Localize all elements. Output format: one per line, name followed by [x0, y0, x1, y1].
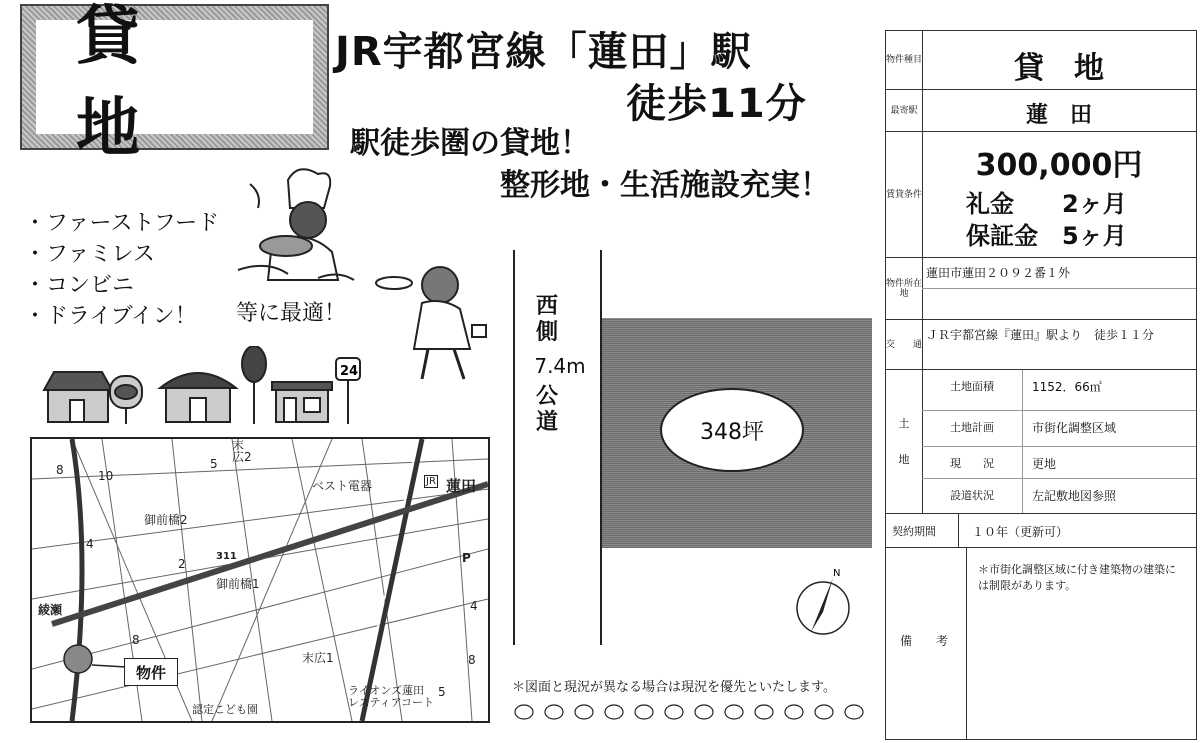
road-side-label: 西 側: [536, 294, 559, 345]
road-edge-left: [513, 250, 515, 645]
map-label: 末 広2: [232, 438, 252, 464]
row-remarks: [886, 547, 1196, 740]
key-money-value: 礼金 2ヶ月: [966, 190, 1127, 218]
rent-value: 300,000円: [975, 148, 1143, 183]
land-row-label: 現 況: [950, 457, 994, 470]
waitress-illustration: [372, 255, 492, 385]
road-width-label: 7.4m: [534, 354, 586, 378]
map-station-label: 蓮田: [446, 477, 477, 495]
suited-item-family-restaurant: ・ファミレス: [24, 242, 155, 267]
deposit-value: 保証金 5ヶ月: [966, 222, 1127, 250]
land-row: [922, 446, 1196, 477]
remarks-header: 備 考: [900, 634, 949, 648]
location-blank-line: [922, 288, 1196, 289]
map-label: 末広1: [302, 651, 334, 665]
suited-tail: 等に最適！: [236, 301, 347, 326]
row-rent-terms: [886, 131, 1196, 258]
fork-knife-sign-icon: [242, 346, 266, 424]
land-row-label: 土地面積: [950, 380, 994, 393]
map-label: 4: [86, 537, 94, 551]
land-area-label: 348坪: [660, 388, 804, 472]
burger-sign-icon: [110, 376, 142, 424]
map-label: 5: [438, 685, 446, 699]
map-label: 2: [178, 557, 186, 571]
suited-item-convenience-store: ・コンビニ: [24, 273, 135, 298]
map-label: ライオンズ蓮田 レスティアコート: [348, 684, 435, 709]
shop-icons: [40, 346, 370, 428]
title-banner: [20, 0, 329, 166]
row-access: [886, 319, 1196, 370]
row-land: [886, 369, 1196, 514]
property-marker: [64, 645, 92, 673]
svg-text:N: N: [833, 568, 841, 579]
headline-catch1: 駅徒歩圏の貸地！: [350, 126, 590, 161]
property-type-value: 貸 地: [1014, 51, 1104, 86]
map-label: 認定こども園: [192, 703, 258, 716]
disclaimer-note: ＊図面と現況が異なる場合は現況を優先といたします。: [512, 680, 836, 695]
restaurant-icon: [160, 373, 236, 422]
map-label: ベスト電器: [312, 479, 373, 493]
row-nearest-station: [886, 89, 1196, 132]
property-label-box: 物件: [124, 658, 178, 686]
term-label: 契約期間: [892, 525, 936, 538]
row-header: 賃貸条件: [886, 132, 923, 258]
map-label: 8: [56, 463, 64, 477]
land-row-value: 市街化調整区域: [1032, 421, 1117, 435]
24h-sign-text: 24: [340, 364, 359, 379]
headline-catch2: 整形地・生活施設充実！: [500, 168, 830, 203]
parking-label: P: [462, 551, 471, 565]
land-row-value: 1152．66㎡: [1032, 380, 1102, 394]
headline-station: JR宇都宮線「蓮田」駅: [335, 29, 752, 75]
land-row: [922, 410, 1196, 441]
land-row: [922, 378, 1196, 408]
shop-icon: [44, 372, 112, 422]
map-label: 8: [132, 633, 140, 647]
chef-illustration: [228, 160, 358, 290]
nearest-station-value: 蓮 田: [1025, 103, 1092, 128]
map-label: 10: [98, 469, 114, 483]
decorative-birds: [510, 694, 870, 724]
row-property-type: [886, 31, 1196, 89]
map-label: 御前橋2: [144, 513, 188, 527]
row-header: 最寄駅: [886, 90, 923, 132]
map-label: 綾瀬: [38, 603, 63, 617]
access-value: ＪＲ宇都宮線『蓮田』駅より 徒歩１１分: [926, 328, 1155, 342]
public-road-label: 公 道: [536, 384, 559, 435]
property-info-sheet: [885, 30, 1197, 740]
land-row-label: 土地計画: [950, 421, 994, 434]
map-label: 4: [470, 599, 478, 613]
convenience-store-icon: [272, 382, 332, 422]
row-header: 交 通: [886, 320, 923, 370]
row-header: 物件所在地: [886, 258, 923, 320]
map-label: 8: [468, 653, 476, 667]
station-badge: JR: [426, 476, 436, 487]
location-value: 蓮田市蓮田２０９２番１外: [926, 266, 1071, 280]
land-row: [922, 478, 1196, 509]
suited-item-fastfood: ・ファーストフード: [24, 211, 220, 236]
location-map: [30, 437, 490, 723]
row-location: [886, 257, 1196, 320]
row-header: 物件種目: [886, 31, 923, 89]
map-label: 5: [210, 457, 218, 471]
headline-walk: 徒歩11分: [626, 81, 807, 127]
route-label: 311: [216, 551, 237, 562]
land-row-value: 左記敷地図参照: [1032, 489, 1117, 503]
north-arrow-icon: [793, 566, 853, 638]
suited-item-drive-in: ・ドライブイン！: [24, 304, 197, 329]
map-label: 御前橋1: [216, 577, 260, 591]
row-header: 土 地: [886, 370, 923, 514]
term-value: １０年（更新可）: [972, 525, 1069, 539]
row-contract-term: [886, 513, 1196, 548]
title-text: 貸 地: [36, 20, 313, 134]
land-row-label: 設道状況: [950, 489, 994, 502]
land-row-value: 更地: [1032, 457, 1057, 471]
remarks-value: ＊市街化調整区域に付き建築物の建築には制限があります。: [978, 563, 1176, 592]
